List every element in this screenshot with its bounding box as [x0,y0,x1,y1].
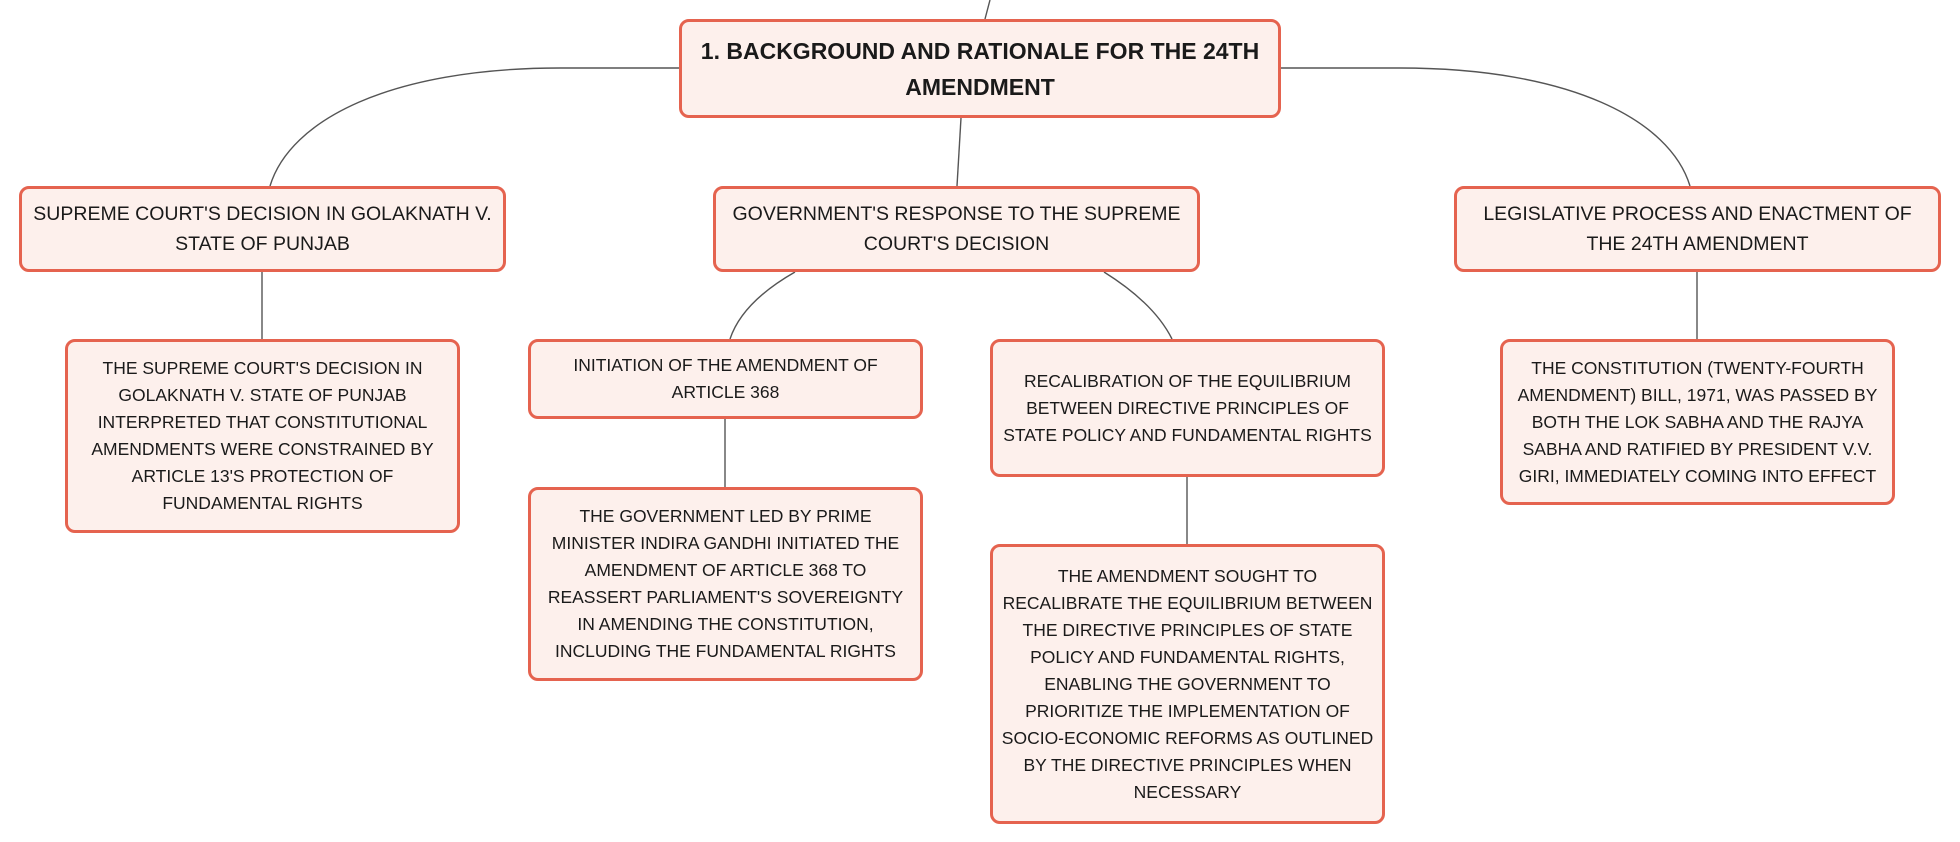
subtopic-label: THE CONSTITUTION (TWENTY-FOURTH AMENDMENT) BILL, 1971, WAS PASSED BY BOTH THE LOK SABHA AND THE RAJYA SABHA AND RATIFIED BY PRESIDENT V.V. GIRI, IMMEDIATELY COMING INTO EFFECT [1517,357,1878,486]
subtopic-node-recalibration-description[interactable] [990,544,1385,824]
subtopic-label: RECALIBRATION OF THE EQUILIBRIUM BETWEEN DIRECTIVE PRINCIPLES OF STATE POLICY AND FUNDAMENTAL RIGHTS [1003,370,1372,445]
root-topic-label: 1. BACKGROUND AND RATIONALE FOR THE 24TH AMENDMENT [700,37,1260,100]
topic-label: GOVERNMENT'S RESPONSE TO THE SUPREME COURT'S DECISION [732,203,1181,255]
topic-node-legislative-process[interactable] [1454,186,1941,272]
topic-node-government-response[interactable] [713,186,1200,272]
subtopic-node-article-368-description[interactable] [528,487,923,681]
topic-label: SUPREME COURT'S DECISION IN GOLAKNATH V. STATE OF PUNJAB [33,203,492,255]
subtopic-label: THE SUPREME COURT'S DECISION IN GOLAKNATH V. STATE OF PUNJAB INTERPRETED THAT CONSTITUTIONAL AMENDMENTS WERE CONSTRAINED BY ARTICLE 13'S PROTECTION OF FUNDAMENTAL RIGHTS [91,358,434,513]
subtopic-label: INITIATION OF THE AMENDMENT OF ARTICLE 368 [573,355,878,402]
connector-gov-to-recalibration [1104,272,1172,339]
connector-root-to-golaknath [270,68,679,186]
connector-gov-to-initiation [730,272,795,339]
subtopic-node-legislative-description[interactable] [1500,339,1895,505]
subtopic-label: THE GOVERNMENT LED BY PRIME MINISTER INDIRA GANDHI INITIATED THE AMENDMENT OF ARTICLE 368 TO REASSERT PARLIAMENT'S SOVEREIGNTY IN AMENDING THE CONSTITUTION, INCLUDING THE FUNDAMENTAL RIGHTS [547,506,904,661]
connector-root-to-legislative [1281,68,1690,186]
subtopic-node-article-368-initiation[interactable] [528,339,923,419]
connector-parent-link [985,0,990,19]
topic-label: LEGISLATIVE PROCESS AND ENACTMENT OF THE 24TH AMENDMENT [1483,203,1912,255]
topic-node-golaknath-decision[interactable] [19,186,506,272]
subtopic-node-golaknath-description[interactable] [65,339,460,533]
subtopic-label: THE AMENDMENT SOUGHT TO RECALIBRATE THE EQUILIBRIUM BETWEEN THE DIRECTIVE PRINCIPLES OF STATE POLICY AND FUNDAMENTAL RIGHTS, ENABLING THE GOVERNMENT TO PRIORITIZE THE IMPLEMENTATION OF SOCIO-ECONOMIC REFORMS AS OUTLINED BY THE DIRECTIVE PRINCIPLES WHEN NECESSARY [1001,565,1374,802]
connector-root-to-gov-response [957,118,961,186]
subtopic-node-equilibrium-recalibration[interactable] [990,339,1385,477]
root-topic-node[interactable] [679,19,1281,118]
